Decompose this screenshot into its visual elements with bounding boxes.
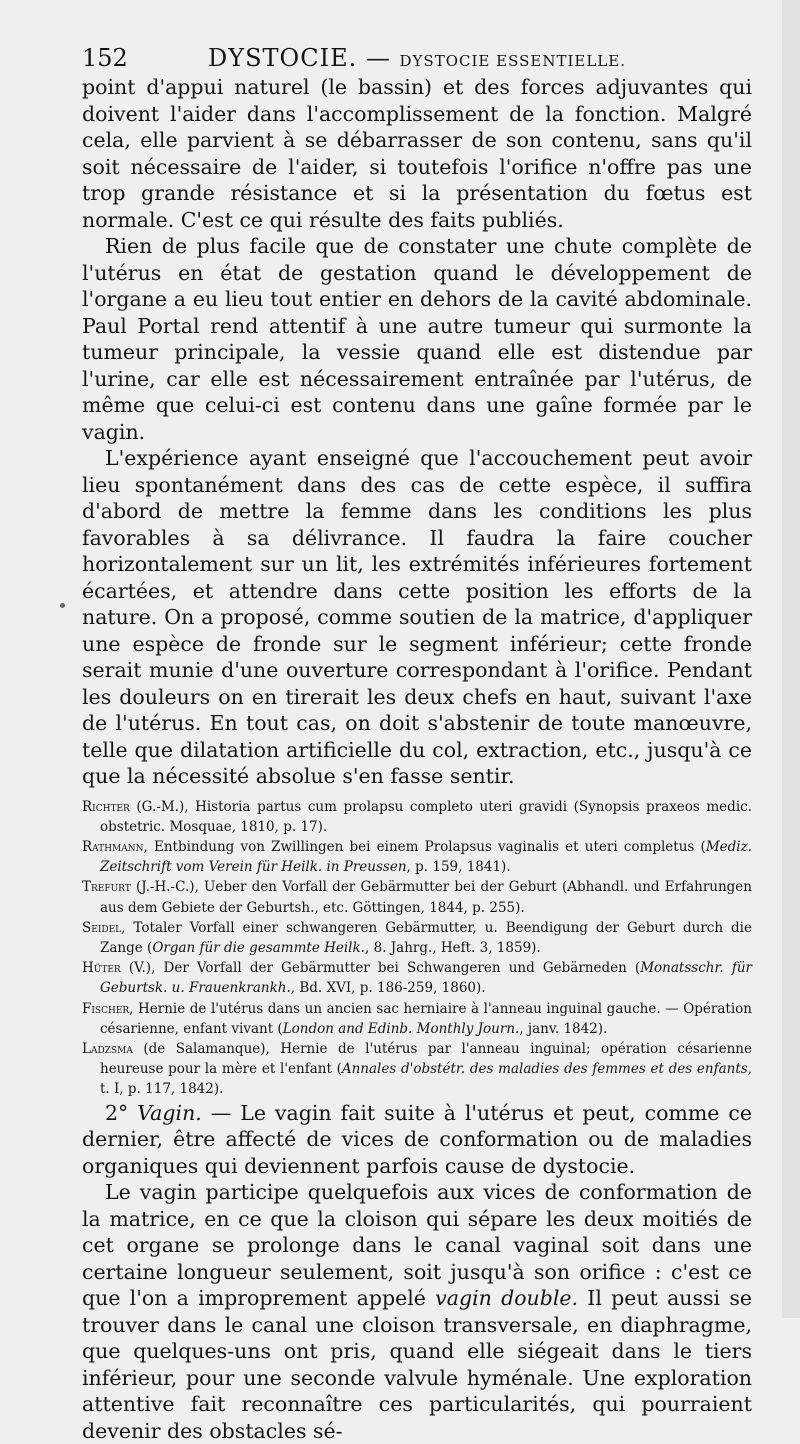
section-intro: — Le vagin fait suite à l'utérus et peut, comme ce dernier, être affecté de vices de conformation ou de maladies organiques qui deviennent parfois cause de dystocie. [82,1100,752,1178]
paragraph-3: L'expérience ayant enseigné que l'accouchement peut avoir lieu spontanément dans des cas de cette espèce, il suffira d'abord de mettre la femme dans les conditions les plus favorables à sa délivrance. Il faudra la faire coucher horizontalement sur un lit, les extrémités inférieures fortement écartées, et attendre dans cette position les efforts de la nature. On a proposé, comme soutien de la matrice, d'appliquer une espèce de fronde sur le segment inférieur; cette fronde serait munie d'une ouverture correspondant à l'orifice. Pendant les douleurs on en tirerait les deux chefs en haut, suivant l'axe de l'utérus. En tout cas, on doit s'abstenir de toute manœuvre, telle que dilatation artificielle du col, extraction, etc., jusqu'à ce que la nécessité absolue s'en fasse sentir. [82,446,752,788]
reference-trefurt [82,877,752,917]
reference-details: , 8. Jahrg., Heft. 3, 1859). [364,939,541,956]
reference-fischer [82,999,752,1039]
reference-author: Trefurt [82,879,131,896]
reference-author: Hüter [82,960,121,977]
reference-details: , p. 159, 1841). [406,859,511,876]
reference-author: Richter [82,798,130,815]
reference-author: Fischer [82,1000,130,1017]
reference-ladzsma [82,1039,752,1100]
reference-text: , Hernie de l'utérus dans un ancien sac herniaire à l'anneau inguinal gauche. — Opération césarienne, enfant vivant ( [100,1000,752,1037]
final-text-after: Il peut aussi se trouver dans le canal une cloison transversale, en diaphragme, que quelques-uns ont pris, quand elle siégeait dans le tiers inférieur, pour une seconde valvule hyménale. Une exploration attentive fait reconnaître ces particularités, qui pourraient devenir des obstacles sé- [82,1286,752,1443]
final-text-before: Le vagin participe quelquefois aux vices de conformation de la matrice, en ce que la cloison qui sépare les deux moitiés de cet organe se prolonge dans le canal vaginal soit dans une certaine longueur seulement, soit jusqu'à son orifice : c'est ce que l'on a improprement appelé [82,1180,752,1311]
page-edge-shadow [782,0,800,1318]
section-vagin [82,1100,752,1180]
references-list [82,797,752,1100]
reference-journal: Annales d'obstétr. des maladies des femmes et des enfants [341,1061,748,1078]
running-title [82,44,752,72]
reference-text: (J.-H.-C.), Ueber den Vorfall der Gebärmutter bei der Geburt (Abhandl. und Erfahrungen aus dem Gebiete der Geburtsh., etc. Göttingen, 1844, p. 255). [100,879,752,916]
paragraph-final [82,1179,752,1444]
reference-text: , Entbindung von Zwillingen bei einem Prolapsus vaginalis et uteri completus ( [143,838,706,855]
final-italic-term: vagin double. [435,1286,579,1311]
section-number: 2° [105,1100,129,1125]
reference-journal: London and Edinb. Monthly Journ. [282,1020,520,1037]
reference-huter [82,958,752,998]
paragraph-2: Rien de plus facile que de constater une chute complète de l'utérus en état de gestation quand le développement de l'organe a eu lieu tout entier en dehors de la cavité abdominale. Paul Portal rend attentif à une autre tumeur qui surmonte la tumeur principale, la vessie quand elle est distendue par l'urine, car elle est nécessairement entraînée par l'utérus, de même que celui-ci est contenu dans une gaîne formée par le vagin. [82,234,752,444]
reference-text: , Totaler Vorfall einer schwangeren Gebärmutter, u. Beendigung der Geburt durch die Zange ( [100,919,752,956]
running-header [82,38,752,74]
reference-journal: Mediz. Zeitschrift vom Verein für Heilk. in Preussen [100,838,752,876]
reference-details: , t. I, p. 117, 1842). [100,1061,752,1098]
reference-text: (G.-M.), Historia partus cum prolapsu completo uteri gravidi (Synopsis praxeos medic. obstetric. Mosquae, 1810, p. 17). [100,798,752,835]
reference-text: (V.), Der Vorfall der Gebärmutter bei Schwangeren und Gebärneden ( [120,960,641,977]
reference-seidel [82,918,752,958]
reference-author: Rathmann [82,838,144,855]
section-title: Vagin. [137,1100,202,1125]
running-title-main: DYSTOCIE. [208,44,358,72]
paragraph-1: point d'appui naturel (le bassin) et des forces adjuvantes qui doivent l'aider dans l'accomplissement de la fonction. Malgré cela, elle parvient à se débarrasser de son contenu, sans qu'il soit nécessaire de l'aider, si toutefois l'orifice n'offre pas une trop grande résistance et si la présentation du fœtus est normale. C'est ce qui résulte des faits publiés. [82,75,752,232]
reference-richter [82,797,752,837]
reference-journal: Monatsschr. für Geburtsk. u. Frauenkrankh. [100,960,752,997]
reference-journal: Organ für die gesammte Heilk. [152,939,365,956]
reference-details: , janv. 1842). [519,1020,608,1037]
running-title-subtitle: DYSTOCIE ESSENTIELLE. [399,52,626,70]
reference-details: , Bd. XVI, p. 186-259, 1860). [290,980,486,997]
margin-dot [60,603,65,608]
reference-rathmann [82,837,752,877]
reference-author: Seidel [82,919,122,936]
page-number: 152 [82,44,128,72]
text-block [82,74,752,1444]
reference-text: (de Salamanque), Hernie de l'utérus par l'anneau inguinal; opération césarienne heureuse pour la mère et l'enfant ( [100,1040,752,1078]
running-title-dash: — [365,44,391,72]
reference-author: Ladzsma [82,1040,133,1057]
